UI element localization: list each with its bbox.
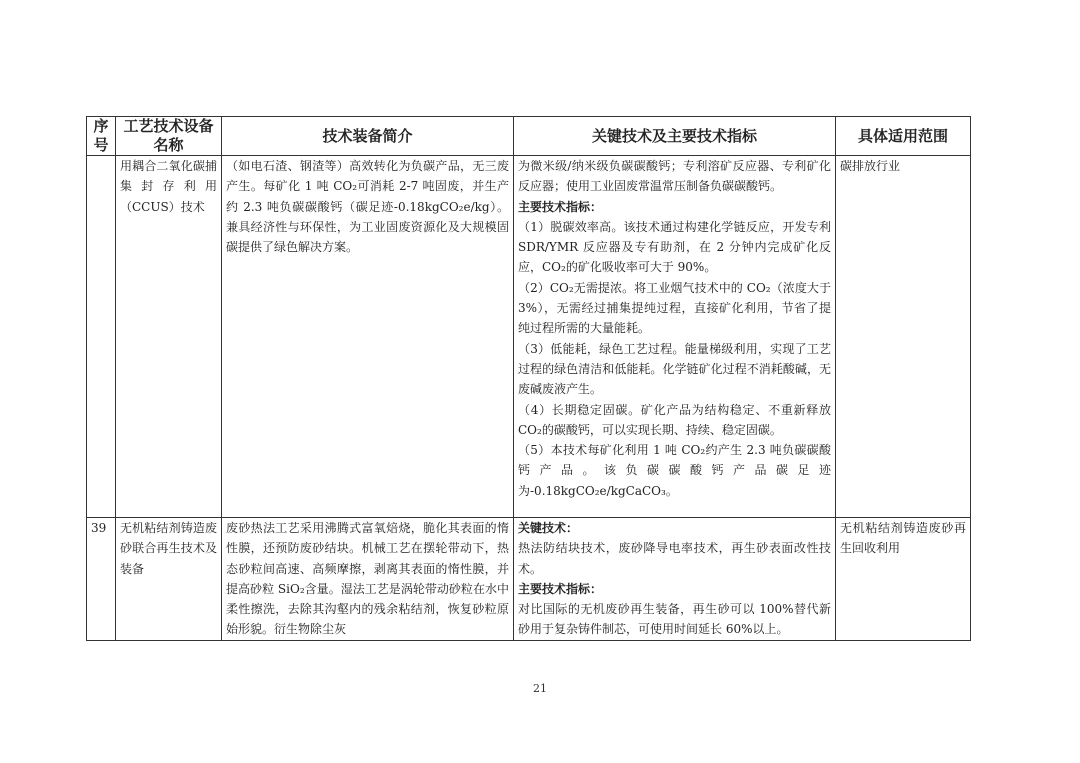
indicator-item: （2）CO₂无需提浓。将工业烟气技术中的 CO₂（浓度大于 3%），无需经过捕集提纯过程，直接矿化利用，节省了提纯过程所需的大量能耗。	[518, 280, 831, 336]
key-tech-text: 热法防结块技术，废砂降导电率技术，再生砂表面改性技术。	[518, 541, 831, 576]
indicator-item: （5）本技术每矿化利用 1 吨 CO₂约产生 2.3 吨负碳碳酸钙产品。该负碳碳酸钙产品碳足迹为-0.18kgCO₂e/kgCaCO₃。	[518, 443, 831, 498]
technology-table	[86, 116, 971, 641]
equipment-intro: （如电石渣、钢渣等）高效转化为负碳产品，无三废产生。每矿化 1 吨 CO₂可消耗 2-7 吨固废，并生产约 2.3 吨负碳碳酸钙（碳足迹-0.18kgCO₂e/kg）。兼具经济性与环保性，为工业固废资源化及大规模固碳提供了绿色解决方案。	[222, 156, 514, 518]
row-number	[87, 156, 116, 518]
main-indicators-label: 主要技术指标：	[518, 581, 603, 596]
row-number: 39	[87, 518, 116, 641]
table-header-row	[87, 117, 971, 156]
indicator-item: （1）脱碳效率高。该技术通过构建化学链反应，开发专利 SDR/YMR 反应器及专有助剂，在 2 分钟内完成矿化反应，CO₂的矿化吸收率可大于 90%。	[518, 219, 831, 275]
header-no: 序号	[87, 117, 116, 156]
table-row	[87, 156, 971, 518]
page-number: 21	[533, 682, 547, 695]
main-indicators-label: 主要技术指标：	[518, 199, 603, 214]
indicator-item: （4）长期稳定固碳。矿化产品为结构稳定、不重新释放 CO₂的碳酸钙，可以实现长期、持续、稳定固碳。	[518, 402, 831, 437]
application-scope: 无机粘结剂铸造废砂再生回收利用	[836, 518, 971, 641]
key-tech-label: 关键技术：	[518, 521, 579, 535]
key-technology	[514, 156, 836, 518]
equipment-name: 用耦合二氧化碳捕集封存利用（CCUS）技术	[116, 156, 222, 518]
key-technology	[514, 518, 836, 641]
equipment-intro: 废砂热法工艺采用沸腾式富氧焙烧，脆化其表面的惰性膜，还预防废砂结块。机械工艺在摆轮带动下，热态砂粒间高速、高频摩擦，剥离其表面的惰性膜，并提高砂粒 SiO₂含量。湿法工艺是涡轮带动砂粒在水中柔性擦洗，去除其沟壑内的残余粘结剂，恢复砂粒原始形貌。衍生物除尘灰	[222, 518, 514, 641]
header-name: 工艺技术设备名称	[116, 117, 222, 156]
indicator-text: 对比国际的无机废砂再生装备，再生砂可以 100%替代新砂用于复杂铸件制芯，可使用时间延长 60%以上。	[518, 602, 831, 637]
header-scope: 具体适用范围	[836, 117, 971, 156]
key-tech-intro: 为微米级/纳米级负碳碳酸钙；专利溶矿反应器、专利矿化反应器；使用工业固废常温常压制备负碳碳酸钙。	[518, 159, 831, 194]
indicator-item: （3）低能耗，绿色工艺过程。能量梯级利用，实现了工艺过程的绿色清洁和低能耗。化学链矿化过程不消耗酸碱，无废碱废液产生。	[518, 341, 831, 397]
header-intro: 技术装备简介	[222, 117, 514, 156]
header-key-tech: 关键技术及主要技术指标	[514, 117, 836, 156]
table-row	[87, 518, 971, 641]
equipment-name: 无机粘结剂铸造废砂联合再生技术及装备	[116, 518, 222, 641]
application-scope: 碳排放行业	[836, 156, 971, 518]
